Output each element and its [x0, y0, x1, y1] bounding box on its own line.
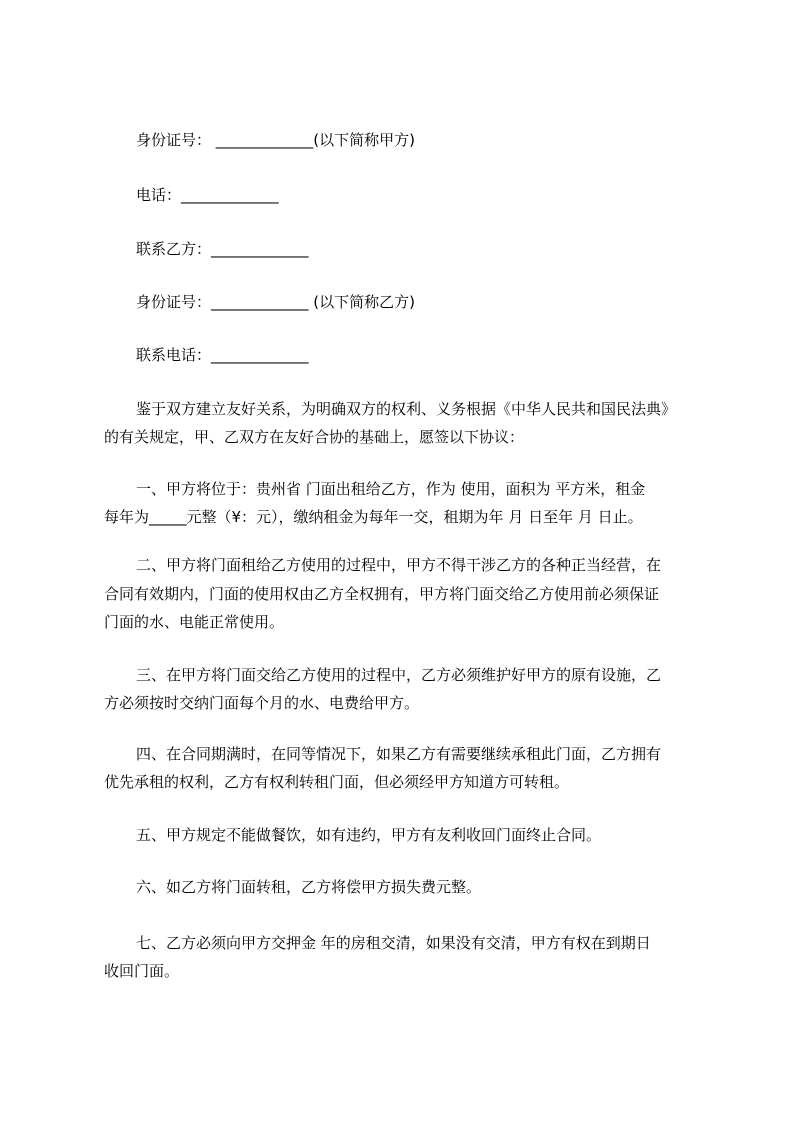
clause-2-line-1: 二、甲方将门面租给乙方使用的过程中，甲方不得干涉乙方的各种正当经营，在: [136, 556, 662, 574]
clause-1-line-1: 一、甲方将位于：贵州省 门面出租给乙方，作为 使用，面积为 平方米，租金: [136, 480, 646, 498]
preamble-line-2: 的有关规定，甲、乙双方在友好合协的基础上，愿签以下协议：: [104, 428, 525, 446]
clause-3-line-2: 方必须按时交纳门面每个月的水、电费给甲方。: [104, 694, 420, 712]
clause-2-line-3: 门面的水、电能正常使用。: [104, 613, 285, 631]
contact-b-line: 联系乙方：_____________: [136, 240, 309, 258]
preamble-line-1: 鉴于双方建立友好关系，为明确双方的权利、义务根据《中华人民共和国民法典》: [136, 400, 677, 418]
clause-7-line-1: 七、乙方必须向甲方交押金 年的房租交清，如果没有交清，甲方有权在到期日: [136, 934, 651, 952]
clause-5-line: 五、甲方规定不能做餐饮，如有违约，甲方有友利收回门面终止合同。: [136, 826, 602, 844]
clause-4-line-1: 四、在合同期满时，在同等情况下，如果乙方有需要继续承租此门面，乙方拥有: [136, 745, 662, 763]
clause-3-line-1: 三、在甲方将门面交给乙方使用的过程中，乙方必须维护好甲方的原有设施，乙: [136, 666, 662, 684]
clause-6-line: 六、如乙方将门面转租，乙方将偿甲方损失费元整。: [136, 878, 482, 896]
phone-line: 电话：_____________: [136, 186, 279, 204]
clause-4-line-2: 优先承租的权利，乙方有权利转租门面，但必须经甲方知道方可转租。: [104, 773, 570, 791]
id-card-a-line: 身份证号： _____________(以下简称甲方): [136, 131, 415, 149]
id-card-b-line: 身份证号：_____________ (以下简称乙方): [136, 293, 415, 311]
clause-1-line-2: 每年为_____元整（¥：元），缴纳租金为每年一交，租期为年 月 日至年 月 日止。: [104, 508, 643, 526]
clause-2-line-2: 合同有效期内，门面的使用权由乙方全权拥有，甲方将门面交给乙方使用前必须保证: [104, 585, 660, 603]
clause-7-line-2: 收回门面。: [104, 962, 180, 980]
contact-phone-line: 联系电话：_____________: [136, 346, 309, 364]
